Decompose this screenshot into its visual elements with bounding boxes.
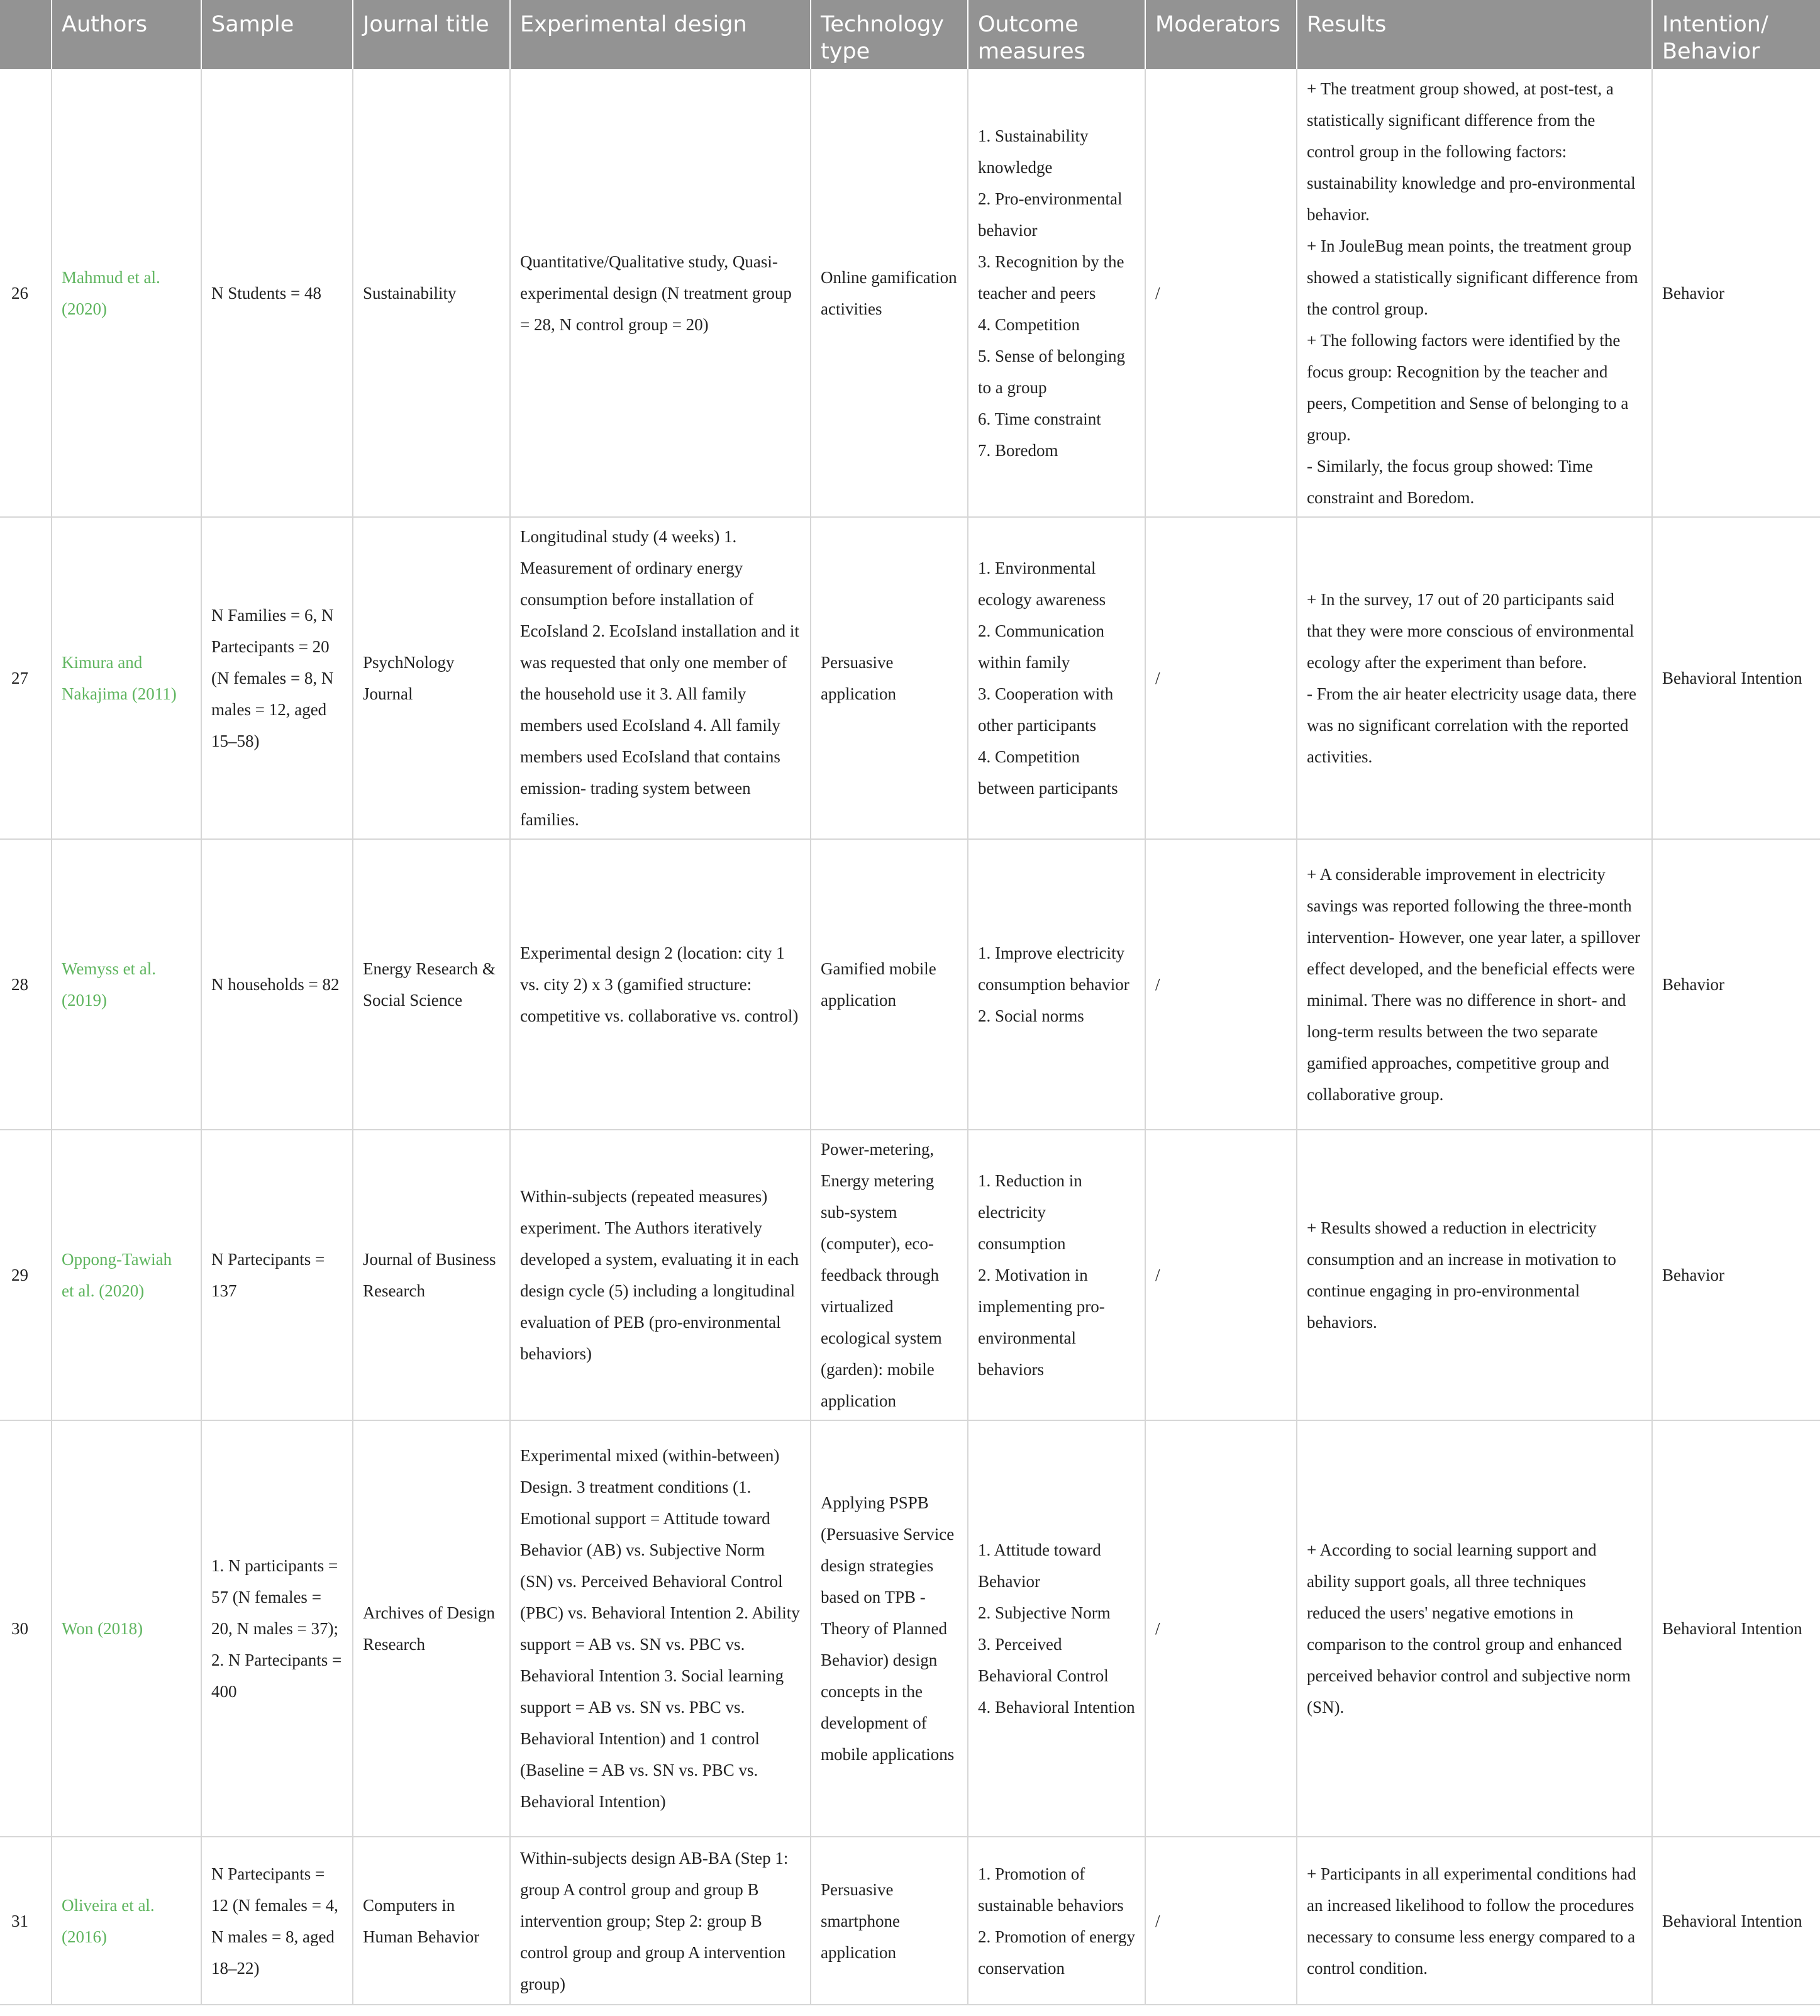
- results-cell: + In the survey, 17 out of 20 participants said that they were more conscious of environmental ecology after the experiment than before. - From the air heater electricity usage data, there was no significant correlation with the reported activities.: [1297, 517, 1652, 839]
- moderators-cell: /: [1145, 69, 1297, 517]
- authors-link[interactable]: Kimura and Nakajima (2011): [52, 517, 201, 839]
- header-row: [0, 0, 1820, 69]
- intention-cell: Behavioral Intention: [1652, 1420, 1820, 1837]
- sample-cell: 1. N participants = 57 (N females = 20, N males = 37); 2. N Partecipants = 400: [201, 1420, 353, 1837]
- table-row: [0, 1837, 1820, 2005]
- table-row: [0, 1420, 1820, 1837]
- intention-cell: Behavior: [1652, 69, 1820, 517]
- header-journal-title: Journal title: [353, 0, 510, 69]
- intention-cell: Behavioral Intention: [1652, 517, 1820, 839]
- sample-cell: N Partecipants = 12 (N females = 4, N males = 8, aged 18–22): [201, 1837, 353, 2005]
- row-number: 30: [0, 1420, 52, 1837]
- table-row: [0, 1130, 1820, 1420]
- journal-cell: Energy Research & Social Science: [353, 839, 510, 1130]
- authors-link[interactable]: Won (2018): [52, 1420, 201, 1837]
- table-row: [0, 69, 1820, 517]
- authors-link[interactable]: Mahmud et al. (2020): [52, 69, 201, 517]
- outcomes-cell: 1. Environmental ecology awareness 2. Communication within family 3. Cooperation with other participants 4. Competition between participants: [968, 517, 1145, 839]
- moderators-cell: /: [1145, 1420, 1297, 1837]
- intention-cell: Behavior: [1652, 839, 1820, 1130]
- sample-cell: N Families = 6, N Partecipants = 20 (N females = 8, N males = 12, aged 15–58): [201, 517, 353, 839]
- journal-cell: Archives of Design Research: [353, 1420, 510, 1837]
- design-cell: Experimental mixed (within-between) Design. 3 treatment conditions (1. Emotional support = Attitude toward Behavior (AB) vs. Subjective Norm (SN) vs. Perceived Behavioral Control (PBC) vs. Behavioral Intention 2. Ability support = AB vs. SN vs. PBC vs. Behavioral Intention 3. Social learning support = AB vs. SN vs. PBC vs. Behavioral Intention) and 1 control (Baseline = AB vs. SN vs. PBC vs. Behavioral Intention): [510, 1420, 811, 1837]
- row-number: 26: [0, 69, 52, 517]
- row-number: 27: [0, 517, 52, 839]
- technology-cell: Applying PSPB (Persuasive Service design strategies based on TPB - Theory of Planned Behavior) design concepts in the development of mobile applications: [811, 1420, 968, 1837]
- outcomes-cell: 1. Reduction in electricity consumption 2. Motivation in implementing pro-environmental behaviors: [968, 1130, 1145, 1420]
- row-number: 28: [0, 839, 52, 1130]
- results-cell: + A considerable improvement in electricity savings was reported following the three-month intervention- However, one year later, a spillover effect developed, and the beneficial effects were minimal. There was no difference in short- and long-term results between the two separate gamified approaches, competitive group and collaborative group.: [1297, 839, 1652, 1130]
- intention-cell: Behavioral Intention: [1652, 1837, 1820, 2005]
- outcomes-cell: 1. Attitude toward Behavior 2. Subjective Norm 3. Perceived Behavioral Control 4. Behavioral Intention: [968, 1420, 1145, 1837]
- header-moderators: Moderators: [1145, 0, 1297, 69]
- technology-cell: Gamified mobile application: [811, 839, 968, 1130]
- authors-link[interactable]: Oliveira et al. (2016): [52, 1837, 201, 2005]
- design-cell: Experimental design 2 (location: city 1 vs. city 2) x 3 (gamified structure: competitive vs. collaborative vs. control): [510, 839, 811, 1130]
- design-cell: Within-subjects (repeated measures) experiment. The Authors iteratively developed a system, evaluating it in each design cycle (5) including a longitudinal evaluation of PEB (pro-environmental behaviors): [510, 1130, 811, 1420]
- header-number: [0, 0, 52, 69]
- technology-cell: Power-metering, Energy metering sub-system (computer), eco-feedback through virtualized ecological system (garden): mobile application: [811, 1130, 968, 1420]
- authors-link[interactable]: Oppong-Tawiah et al. (2020): [52, 1130, 201, 1420]
- design-cell: Within-subjects design AB-BA (Step 1: group A control group and group B intervention group; Step 2: group B control group and group A intervention group): [510, 1837, 811, 2005]
- outcomes-cell: 1. Promotion of sustainable behaviors 2. Promotion of energy conservation: [968, 1837, 1145, 2005]
- intention-cell: Behavior: [1652, 1130, 1820, 1420]
- moderators-cell: /: [1145, 517, 1297, 839]
- sample-cell: N Partecipants = 137: [201, 1130, 353, 1420]
- table-row: [0, 517, 1820, 839]
- header-technology-type: Technology type: [811, 0, 968, 69]
- header-experimental-design: Experimental design: [510, 0, 811, 69]
- results-cell: + Results showed a reduction in electricity consumption and an increase in motivation to continue engaging in pro-environmental behaviors.: [1297, 1130, 1652, 1420]
- outcomes-cell: 1. Improve electricity consumption behavior 2. Social norms: [968, 839, 1145, 1130]
- sample-cell: N Students = 48: [201, 69, 353, 517]
- header-intention-behavior: Intention/ Behavior: [1652, 0, 1820, 69]
- results-cell: + According to social learning support and ability support goals, all three techniques reduced the users' negative emotions in comparison to the control group and enhanced perceived behavior control and subjective norm (SN).: [1297, 1420, 1652, 1837]
- results-cell: + The treatment group showed, at post-test, a statistically significant difference from the control group in the following factors: sustainability knowledge and pro-environmental behavior. + In JouleBug mean points, the treatment group showed a statistically significant difference from the control group. + The following factors were identified by the focus group: Recognition by the teacher and peers, Competition and Sense of belonging to a group. - Similarly, the focus group showed: Time constraint and Boredom.: [1297, 69, 1652, 517]
- journal-cell: Sustainability: [353, 69, 510, 517]
- design-cell: Longitudinal study (4 weeks) 1. Measurement of ordinary energy consumption before installation of EcoIsland 2. EcoIsland installation and it was requested that only one member of the household use it 3. All family members used EcoIsland 4. All family members used EcoIsland that contains emission- trading system between families.: [510, 517, 811, 839]
- design-cell: Quantitative/Qualitative study, Quasi-experimental design (N treatment group = 28, N control group = 20): [510, 69, 811, 517]
- moderators-cell: /: [1145, 839, 1297, 1130]
- journal-cell: Computers in Human Behavior: [353, 1837, 510, 2005]
- results-cell: + Participants in all experimental conditions had an increased likelihood to follow the procedures necessary to consume less energy compared to a control condition.: [1297, 1837, 1652, 2005]
- header-authors: Authors: [52, 0, 201, 69]
- row-number: 29: [0, 1130, 52, 1420]
- moderators-cell: /: [1145, 1130, 1297, 1420]
- authors-link[interactable]: Wemyss et al. (2019): [52, 839, 201, 1130]
- table-row: [0, 839, 1820, 1130]
- journal-cell: Journal of Business Research: [353, 1130, 510, 1420]
- outcomes-cell: 1. Sustainability knowledge 2. Pro-environmental behavior 3. Recognition by the teacher and peers 4. Competition 5. Sense of belonging to a group 6. Time constraint 7. Boredom: [968, 69, 1145, 517]
- technology-cell: Persuasive smartphone application: [811, 1837, 968, 2005]
- header-sample: Sample: [201, 0, 353, 69]
- technology-cell: Persuasive application: [811, 517, 968, 839]
- technology-cell: Online gamification activities: [811, 69, 968, 517]
- row-number: 31: [0, 1837, 52, 2005]
- journal-cell: PsychNology Journal: [353, 517, 510, 839]
- header-outcome-measures: Outcome measures: [968, 0, 1145, 69]
- moderators-cell: /: [1145, 1837, 1297, 2005]
- header-results: Results: [1297, 0, 1652, 69]
- sample-cell: N households = 82: [201, 839, 353, 1130]
